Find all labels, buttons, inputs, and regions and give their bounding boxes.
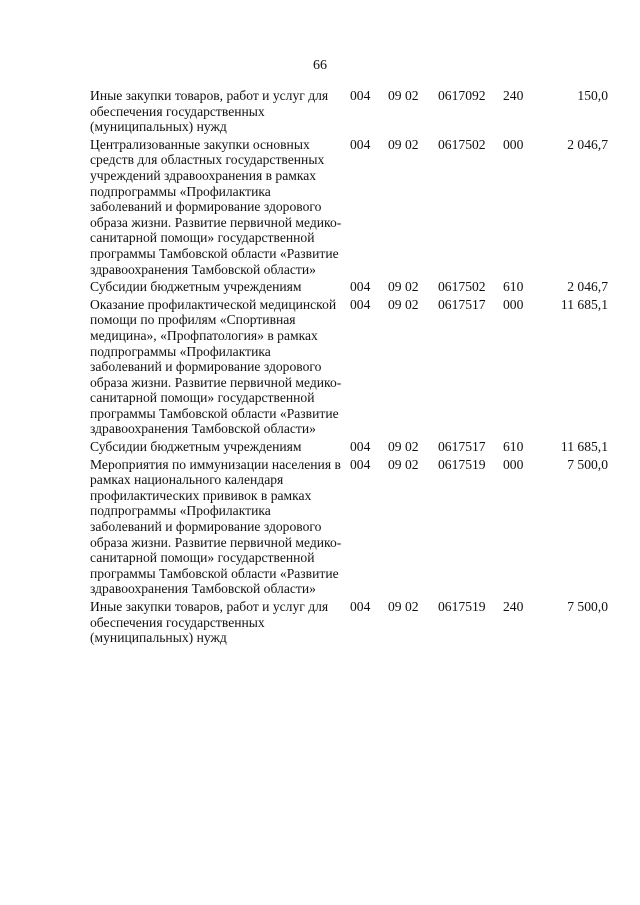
table-row xyxy=(90,457,610,597)
budget-table xyxy=(90,88,610,646)
ministry-code-cell: 004 xyxy=(350,599,371,614)
ministry-code-cell: 004 xyxy=(350,439,371,455)
expense-type-cell: 000 xyxy=(503,456,524,472)
ministry-code-cell: 004 xyxy=(350,296,371,312)
amount-cell: 2 046,7 xyxy=(567,279,608,295)
section-code-cell: 09 02 xyxy=(388,296,419,312)
expense-type-cell: 240 xyxy=(503,599,524,614)
description-line: подпрограммы «Профилактика xyxy=(90,503,271,519)
description-line: санитарной помощи» государственной xyxy=(90,550,315,566)
description-line: программы Тамбовской области «Развитие xyxy=(90,405,339,421)
description-cell xyxy=(90,137,347,277)
description-line: Иные закупки товаров, работ и услуг для xyxy=(90,599,329,614)
description-line: заболеваний и формирование здорового xyxy=(90,199,322,215)
description-line: заболеваний и формирование здорового xyxy=(90,359,322,375)
description-line: здравоохранения Тамбовской области» xyxy=(90,581,316,597)
description-line: санитарной помощи» государственной xyxy=(90,390,315,406)
ministry-code-cell: 004 xyxy=(350,279,371,295)
description-cell xyxy=(90,599,347,646)
description-line: здравоохранения Тамбовской области» xyxy=(90,421,316,437)
target-article-cell: 0617519 xyxy=(438,456,486,472)
table-row xyxy=(90,599,610,646)
target-article-cell: 0617519 xyxy=(438,599,486,614)
description-line: заболеваний и формирование здорового xyxy=(90,519,322,535)
description-line: Субсидии бюджетным учреждениям xyxy=(90,439,302,455)
expense-type-cell: 610 xyxy=(503,439,524,455)
description-cell xyxy=(90,439,347,455)
description-line: Оказание профилактической медицинской xyxy=(90,296,337,312)
description-line: здравоохранения Тамбовской области» xyxy=(90,261,316,277)
description-cell xyxy=(90,279,347,295)
expense-type-cell: 240 xyxy=(503,88,524,103)
expense-type-cell: 000 xyxy=(503,296,524,312)
description-line: учреждений здравоохранения в рамках xyxy=(90,167,317,183)
section-code-cell: 09 02 xyxy=(388,456,419,472)
description-line: профилактических прививок в рамках xyxy=(90,487,312,503)
target-article-cell: 0617092 xyxy=(438,88,486,103)
description-line: средств для областных государственных xyxy=(90,152,325,168)
description-line: (муниципальных) нужд xyxy=(90,119,227,135)
amount-cell: 11 685,1 xyxy=(560,296,608,312)
table-row xyxy=(90,279,610,295)
description-line: Мероприятия по иммунизации населения в xyxy=(90,456,341,472)
description-cell xyxy=(90,457,347,597)
target-article-cell: 0617502 xyxy=(438,279,486,295)
amount-cell: 11 685,1 xyxy=(560,439,608,455)
description-line: санитарной помощи» государственной xyxy=(90,230,315,246)
section-code-cell: 09 02 xyxy=(388,279,419,295)
description-line: подпрограммы «Профилактика xyxy=(90,343,271,359)
description-line: программы Тамбовской области «Развитие xyxy=(90,245,339,261)
ministry-code-cell: 004 xyxy=(350,136,371,152)
description-line: образа жизни. Развитие первичной медико- xyxy=(90,534,342,550)
description-line: медицина», «Профпатология» в рамках xyxy=(90,327,318,343)
target-article-cell: 0617517 xyxy=(438,439,486,455)
description-line: программы Тамбовской области «Развитие xyxy=(90,565,339,581)
section-code-cell: 09 02 xyxy=(388,136,419,152)
amount-cell: 150,0 xyxy=(577,88,608,103)
section-code-cell: 09 02 xyxy=(388,439,419,455)
amount-cell: 7 500,0 xyxy=(567,599,608,614)
section-code-cell: 09 02 xyxy=(388,599,419,614)
amount-cell: 7 500,0 xyxy=(567,456,608,472)
table-row xyxy=(90,137,610,277)
ministry-code-cell: 004 xyxy=(350,88,371,103)
description-line: образа жизни. Развитие первичной медико- xyxy=(90,214,342,230)
description-line: образа жизни. Развитие первичной медико- xyxy=(90,374,342,390)
description-line: обеспечения государственных xyxy=(90,103,265,119)
description-line: Субсидии бюджетным учреждениям xyxy=(90,279,302,295)
expense-type-cell: 610 xyxy=(503,279,524,295)
description-line: помощи по профилям «Спортивная xyxy=(90,312,296,328)
description-line: подпрограммы «Профилактика xyxy=(90,183,271,199)
description-line: Централизованные закупки основных xyxy=(90,136,310,152)
target-article-cell: 0617502 xyxy=(438,136,486,152)
expense-type-cell: 000 xyxy=(503,136,524,152)
description-cell xyxy=(90,297,347,437)
target-article-cell: 0617517 xyxy=(438,296,486,312)
table-row xyxy=(90,297,610,437)
description-line: Иные закупки товаров, работ и услуг для xyxy=(90,88,329,103)
amount-cell: 2 046,7 xyxy=(567,136,608,152)
description-line: (муниципальных) нужд xyxy=(90,630,227,646)
description-line: обеспечения государственных xyxy=(90,614,265,630)
description-cell xyxy=(90,88,347,135)
ministry-code-cell: 004 xyxy=(350,456,371,472)
page-number: 66 xyxy=(313,58,327,73)
table-row xyxy=(90,439,610,455)
description-line: рамках национального календаря xyxy=(90,472,284,488)
table-row xyxy=(90,88,610,135)
section-code-cell: 09 02 xyxy=(388,88,419,103)
